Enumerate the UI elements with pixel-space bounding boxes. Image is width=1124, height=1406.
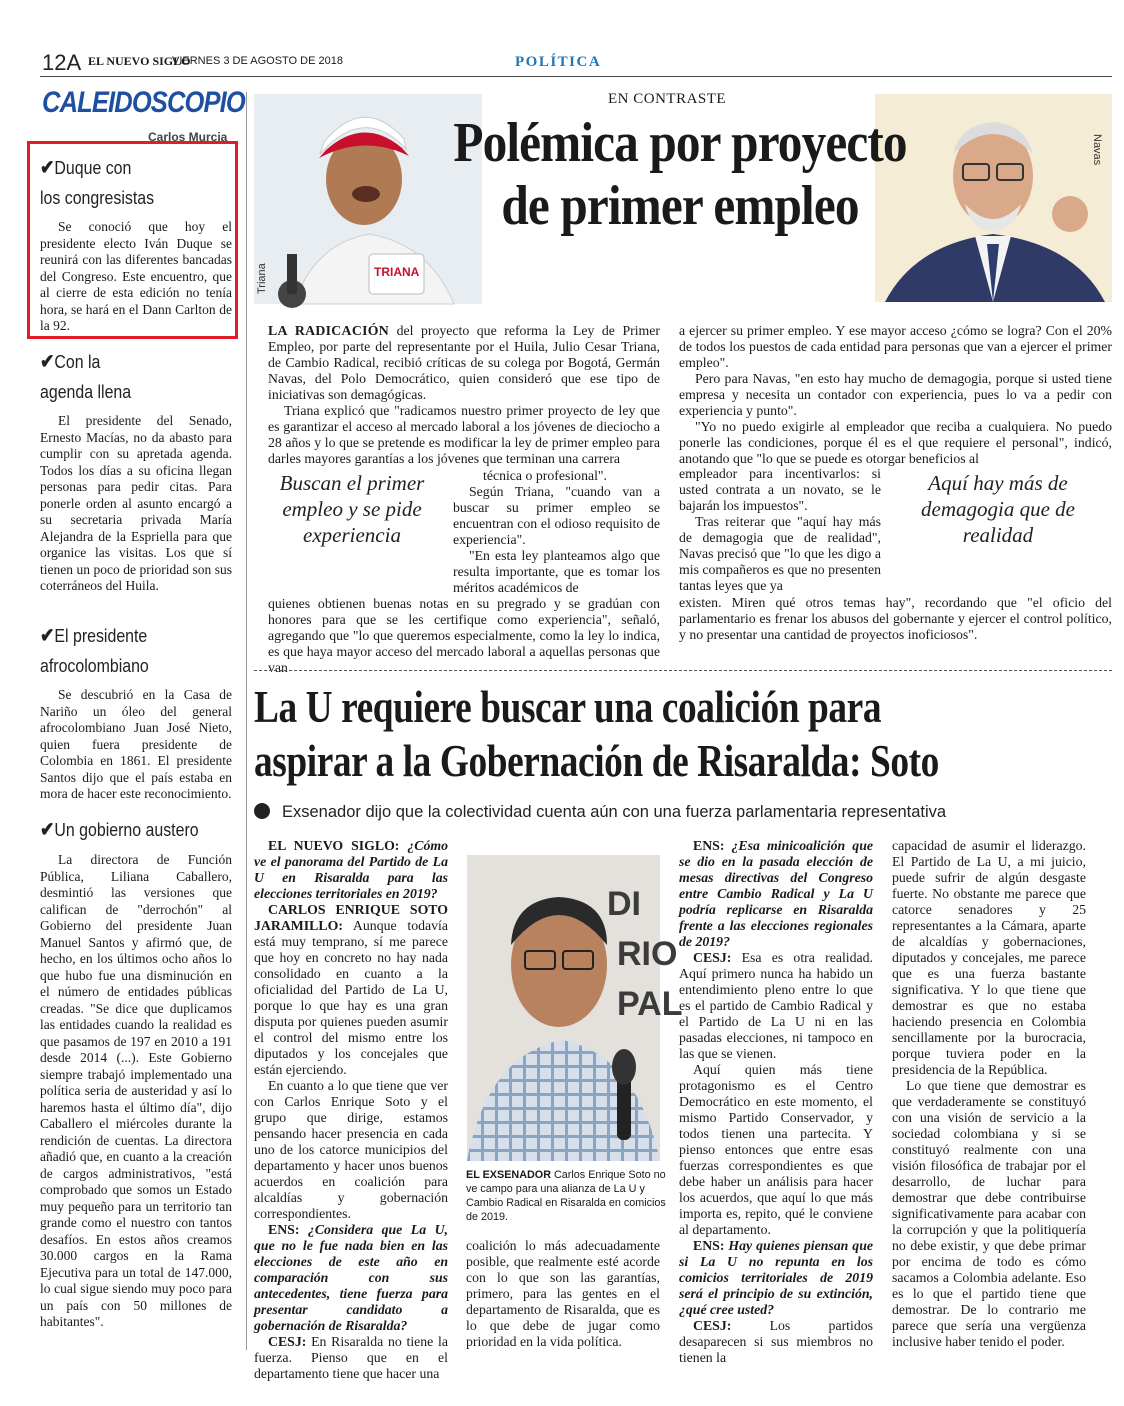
paragraph: "En esta ley planteamos algo que resulta importante, que es tomar los méritos académicos de	[453, 548, 660, 595]
story-divider	[254, 670, 1112, 671]
question: ENS: ¿Considera que La U, que no le fue nada bien en las elecciones de este año en comparación con sus antecedentes, tiene fuerza para presentar candidato a gobernación de Risaralda?	[254, 1222, 448, 1333]
paragraph: Según Triana, "cuando van a buscar su primer empleo se encuentran con el odioso requisito de experiencia".	[453, 484, 660, 547]
paragraph: Tras reiterar que "aquí hay más de demagogia que de realidad", Navas precisó que "lo que les digo a mis compañeros es que no presenten tantas leyes que ya	[679, 514, 881, 593]
paragraph: técnica o profesional".	[483, 468, 608, 483]
story2-column-3	[679, 838, 873, 1366]
photo-triana	[254, 94, 482, 304]
photo-navas	[875, 94, 1112, 302]
story1-column-left-bottom	[268, 596, 660, 676]
check-icon: ✔	[40, 157, 55, 179]
issue-date: VIERNES 3 DE AGOSTO DE 2018	[172, 55, 343, 67]
svg-text:DI: DI	[607, 885, 641, 923]
lead-in: LA RADICACIÓN	[268, 323, 390, 338]
answer: CESJ: En Risaralda no tiene la fuerza. Pienso que en el departamento tiene que hacer una	[254, 1334, 448, 1381]
answer: CARLOS ENRIQUE SOTO JARAMILLO: Aunque todavía está muy temprano, sí me parece que hoy en concreto no hay nada consolidado en cuanto a la oficialidad del Partido de La U, porque lo que hay es una gran disputa por quienes pueden asumir el control del mismo entre los diputados y los concejales que están ejerciendo.	[254, 902, 448, 1077]
header-rule	[40, 76, 1112, 77]
sidebar-item-heading: ✔Un gobierno austero	[40, 819, 199, 841]
answer: CESJ: Esa es otra realidad. Aquí primero nunca ha habido un entendimiento pleno entre lo que es el partido de Cambio Radical y el Partido de La U ni en las pasadas elecciones, ni tampoco en las que se vienen.	[679, 950, 873, 1061]
question: ENS: ¿Esa minicoalición que se dio en la pasada elección de mesas directivas del Congreso entre Cambio Radical y La U podría replicarse en Risaralda frente a las elecciones regionales de 2019?	[679, 838, 873, 949]
paragraph: a ejercer su primer empleo. Y ese mayor acceso ¿cómo se logra? Con el 20% de todos los puestos de cada entidad para personas que van a ejercer el primer empleo".	[679, 323, 1112, 370]
sidebar-item-heading: ✔El presidente	[40, 625, 148, 647]
story-kicker: EN CONTRASTE	[608, 91, 727, 107]
photo-caption-soto: EL EXSENADOR Carlos Enrique Soto no ve campo para una alianza de La U y Cambio Radical en Risaralda en comicios de 2019.	[466, 1169, 666, 1223]
story-subhead: Exsenador dijo que la colectividad cuenta aún con una fuerza parlamentaria representativa	[254, 803, 946, 822]
section-title: POLÍTICA	[515, 54, 602, 70]
paragraph: Aquí quien más tiene protagonismo es el Centro Democrático en este momento, el mismo Partido Conservador, y todos tienen una partecita. Y pienso entonces que entre esas fuerzas correspondientes es que debe haber un análisis para hacer los acuerdos, que aquí lo que más importa es, repito, qué le conviene al departamento.	[679, 1062, 873, 1237]
page-number: 12A	[42, 50, 82, 75]
paragraph: En cuanto a lo que tiene que ver con Carlos Enrique Soto y el grupo que dirige, estamos pensando hacer presencia en cada uno de los catorce municipios del departamento y hacer unos buenos acuerdos en coalición para alcaldías y gobernación correspondientes.	[254, 1078, 448, 1221]
story1-column-right	[679, 323, 1112, 467]
headline-la-u	[254, 680, 976, 788]
question: EL NUEVO SIGLO: ¿Cómo ve el panorama del Partido de La U en Risaralda para las elecciones territoriales en 2019?	[254, 838, 448, 901]
story1-column-left	[268, 323, 660, 467]
answer: CESJ: Los partidos desaparecen si sus miembros no tienen la	[679, 1318, 873, 1365]
photo-soto	[467, 855, 683, 1161]
svg-text:PAL: PAL	[617, 985, 683, 1023]
check-icon: ✔	[40, 625, 55, 647]
svg-text:TRIANA: TRIANA	[374, 265, 420, 279]
pull-quote-left: Buscan el primer empleo y se pide experiencia	[279, 471, 425, 547]
paragraph: Lo que tiene que demostrar es que verdaderamente se constituyó con una visión de servicio a la sociedad colombiana y si se constituyó realmente con una visión filosófica de trabajar por el desarrollo, de luchar para demostrar que debe contribuirse significativamente para acabar con la corrupción y que la politiquería no debe existir, y que debe primar por encima de todo es cómo sacamos a Colombia adelante. Eso es lo que el partido tiene que demostrar. De lo contrario me parece que sería una vergüenza inclusive haber tenido el poder.	[892, 1078, 1086, 1349]
story1-column-left-cont	[453, 468, 660, 596]
sidebar-author: Carlos Murcia	[148, 130, 228, 144]
sidebar-item-heading: los congresistas	[40, 187, 155, 208]
paragraph: coalición lo más adecuadamente posible, que realmente esté acorde con lo que son las garantías, primero, para las gentes en el departamento de Risaralda, que es lo que debe de jugar como prioridad en la vida política.	[466, 1238, 660, 1349]
paragraph: Triana explicó que "radicamos nuestro primer proyecto de ley que es garantizar el acceso al mercado laboral a los jóvenes de dieciocho a 28 años y lo que se pretende es modificar la ley de primer empleo para darles mayores garantías a los jóvenes que terminan una carrera	[268, 403, 660, 466]
photo-caption-navas: Navas	[1091, 134, 1103, 166]
headline-line: aspirar a la Gobernación de Risaralda: Soto	[254, 736, 939, 786]
paragraph: "Yo no puedo exigirle al empleador que reciba a cualquiera. No puedo ponerle las condiciones, porque él es el que requiere el personal", indicó, anotando que "lo que se puede es otorgar beneficios al	[679, 419, 1112, 466]
svg-text:RIO: RIO	[617, 935, 678, 973]
sidebar-item-heading: agenda llena	[40, 381, 132, 402]
sidebar-item-heading: afrocolombiano	[40, 655, 149, 676]
paragraph: quienes obtienen buenas notas en su pregrado y se gradúan con honores para que se les certifique como experiencia", señaló, agregando que "lo que queremos especialmente, como la ley lo indica, es que haya mayor acceso del mercado laboral a aquellas personas que van	[268, 596, 660, 675]
sidebar-item-body: Se conoció que hoy el presidente electo Iván Duque se reunirá con las diferentes bancadas del Congreso. Este encuentro, que al cierre de esta edición no tenía hora, se hará en el Dann Carlton de la 92.	[40, 219, 232, 333]
question: ENS: Hay quienes piensan que si La U no repunta en los comicios territoriales de 2019 será el principio de su extinción, ¿qué cree usted?	[679, 1238, 873, 1317]
paragraph: Pero para Navas, "en esto hay mucho de demagogia, porque si usted tiene empresa y necesita un contador con experiencia, pues lo va a pedir con experiencia y punto".	[679, 371, 1112, 418]
portrait-soto	[467, 855, 683, 1161]
column-divider	[246, 92, 247, 1350]
sidebar-item-agenda	[40, 346, 232, 595]
paragraph: existen. Miren qué otros temas hay", recordando que "el oficio del parlamentario es frenar los abusos del gobernante y ejercer el control político, y no presentar una cantidad de proyectos inoficiosos".	[679, 595, 1112, 642]
bullet-icon	[254, 803, 270, 819]
sidebar-item-heading: ✔Duque con	[40, 157, 132, 179]
portrait-navas	[875, 94, 1112, 302]
story1-column-right-cont	[679, 466, 881, 594]
sidebar-title: CALEIDOSCOPIO	[42, 86, 245, 119]
story2-column-1	[254, 838, 448, 1382]
sidebar-item-heading: ✔Con la	[40, 351, 101, 373]
sidebar-item-austero	[40, 814, 232, 1331]
sidebar-item-duque	[40, 152, 232, 335]
pull-quote-right: Aquí hay más de demagogia que de realidad	[921, 471, 1075, 547]
sidebar-item-body: El presidente del Senado, Ernesto Macías, no da abasto para cumplir con su apretada agenda. Todos los días a su oficina llegan personas para pedir citas. Para ponerle orden al asunto encargó a su secretaria privada María Alejandra de la Espriella para que organice las visitas. Los que sí tienen un poco de prioridad son sus coterráneos del Huila.	[40, 413, 232, 593]
sidebar-item-afro	[40, 620, 232, 803]
sidebar-item-body: La directora de Función Pública, Liliana Caballero, desmintió las versiones que califican de "derrochón" al Gobierno del presidente Juan Manuel Santos y afirmó que, de hecho, en los últimos ocho años lo que hubo fue una disminución en el número de entidades públicas creadas. "Se dice que duplicamos las entidades cuando la realidad es que pasamos de 197 en 2010 a 191 desde 2014 (...). Este Gobierno siempre trabajó implementado una política seria de austeridad y así lo haremos hasta el último día", dijo Caballero el miércoles durante la rendición de cuentas. La directora añadió que, en cuanto a la creación de cargos administrativos, "está comprobado que somos un Estado muy pequeño para un territorio tan grande como el nuestro con tantos desafíos. En estos años creamos 30.000 cargos en la Rama Ejecutiva para un total de 147.000, lo cual sigue siendo muy poco para un país con 50 millones de habitantes".	[40, 852, 232, 1329]
paragraph: capacidad de asumir el liderazgo. El Partido de La U, a mi juicio, puede sufrir de algún desgaste fuerte. No obstante me parece que catorce senadores y 25 representantes a la Cámara, aparte de alcaldías y gobernaciones, diputados y concejales, me parece que es una fuerza bastante significativa. Y lo que tiene que demostrar es que no estaba haciendo presencia en Colombia sencillamente por la burocracia, porque tuviera poder en la presidencia de la República.	[892, 838, 1086, 1077]
portrait-triana	[254, 94, 482, 304]
story2-column-4	[892, 838, 1086, 1350]
story1-column-right-bottom	[679, 595, 1112, 643]
check-icon: ✔	[40, 351, 55, 373]
paragraph: empleador para incentivarlos: si usted contrata a un novato, se le bajarán los impuestos".	[679, 466, 881, 513]
photo-caption-triana: Triana	[256, 263, 268, 294]
story2-column-2	[466, 1238, 660, 1350]
headline-line: La U requiere buscar una coalición para	[254, 682, 882, 732]
headline-primer-empleo: Polémica por proyecto de primer empleo	[453, 112, 907, 237]
paragraph: del proyecto que reforma la Ley de Primer Empleo, por parte del representante por el Huila, Julio Cesar Triana, de Cambio Radical, recibió críticas de su colega por Bogotá, Germán Navas, del Polo Democrático, quien consideró que ese tipo de iniciativas son demagógicas.	[268, 323, 660, 402]
sidebar-item-body: Se descubrió en la Casa de Nariño un óleo del general afrocolombiano Juan José Nieto, quien fuera presidente de Colombia en 1861. El presidente Santos dijo que el país estaba en mora de hacer este reconocimiento.	[40, 687, 232, 801]
newspaper-name: EL NUEVO SIGLO	[88, 54, 191, 68]
check-icon: ✔	[40, 819, 55, 841]
